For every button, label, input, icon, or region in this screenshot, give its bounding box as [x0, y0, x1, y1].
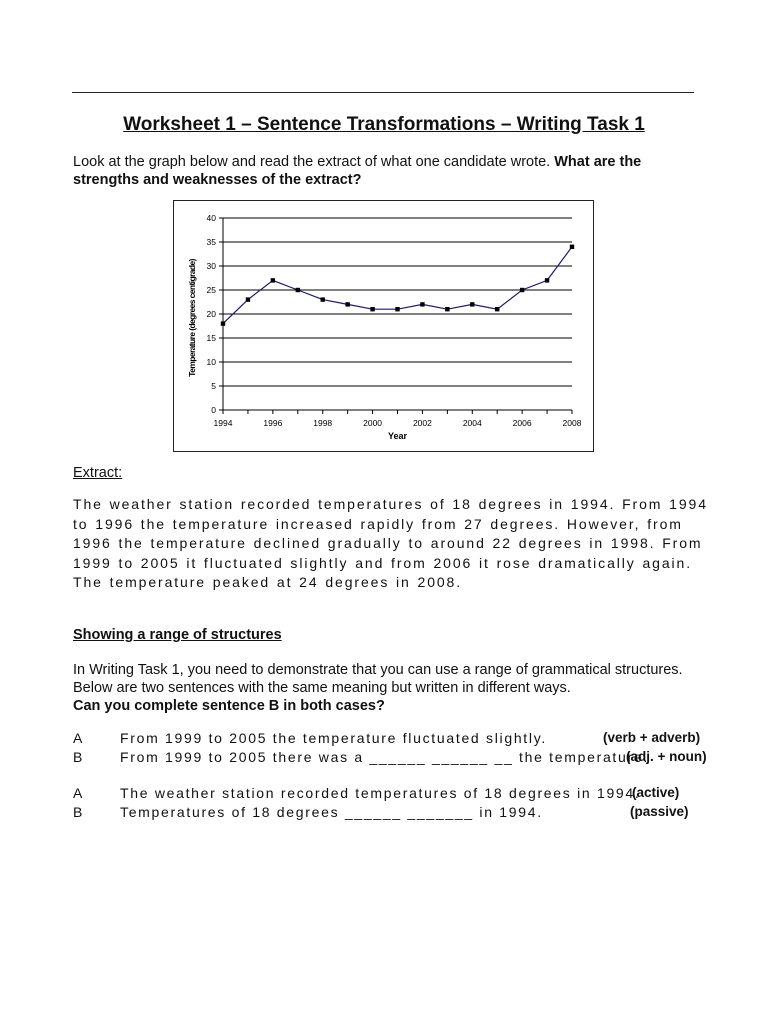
y-tick-label-35: 35 — [206, 237, 216, 247]
extract-label: Extract: — [73, 465, 123, 481]
pair-1-sentence-b — [73, 749, 723, 769]
data-point-1996 — [271, 278, 275, 282]
data-point-2000 — [370, 307, 374, 311]
pair-1-a-tag: (verb + adverb) — [603, 730, 701, 745]
data-point-1998 — [321, 297, 325, 301]
pair-2-b-tag: (passive) — [630, 804, 689, 819]
series-line — [223, 247, 572, 324]
data-point-2005 — [495, 307, 499, 311]
x-tick-label-1996: 1996 — [263, 418, 283, 428]
pair-2-sentence-b — [73, 804, 723, 824]
section-text: In Writing Task 1, you need to demonstrate that you can use a range of grammatical structures. Below are two sentences with the same meaning but written in different ways. — [73, 662, 683, 696]
intro-question: What are the strengths and weaknesses of the extract? — [73, 154, 642, 188]
y-axis-label: Temperature (degrees centigrade) — [187, 259, 197, 377]
data-point-2006 — [520, 288, 524, 292]
y-tick-label-0: 0 — [211, 405, 216, 415]
section-heading: Showing a range of structures — [73, 627, 282, 643]
intro-paragraph — [73, 153, 703, 189]
x-tick-label-1994: 1994 — [213, 418, 233, 428]
pair-1-a-letter: A — [73, 730, 83, 746]
intro-text: Look at the graph below and read the extract of what one candidate wrote. — [73, 154, 555, 170]
x-tick-label-2006: 2006 — [512, 418, 532, 428]
x-tick-label-2000: 2000 — [363, 418, 383, 428]
data-point-2002 — [420, 302, 424, 306]
y-tick-label-20: 20 — [206, 309, 216, 319]
y-tick-label-25: 25 — [206, 285, 216, 295]
x-tick-label-1998: 1998 — [313, 418, 333, 428]
chart-svg — [174, 201, 593, 451]
pair-1-a-text: From 1999 to 2005 the temperature fluctuated slightly. — [120, 730, 547, 746]
data-point-1999 — [345, 302, 349, 306]
pair-2-a-tag: (active) — [632, 785, 680, 800]
y-tick-label-30: 30 — [206, 261, 216, 271]
pair-1-b-letter: B — [73, 749, 83, 765]
x-tick-label-2002: 2002 — [412, 418, 432, 428]
extract-text: The weather station recorded temperatures of 18 degrees in 1994. From 1994 to 1996 the temperature increased rapidly from 27 degrees. However, from 1996 the temperature declined gradually to around 22 degrees in 1998. From 1999 to 2005 it fluctuated slightly and from 2006 it rose dramatically again. The temperature peaked at 24 degrees in 2008. — [73, 496, 708, 590]
pair-2-sentence-a — [73, 785, 723, 805]
data-point-2008 — [570, 245, 574, 249]
data-point-1994 — [221, 321, 225, 325]
data-point-2003 — [445, 307, 449, 311]
y-tick-label-10: 10 — [206, 357, 216, 367]
x-tick-label-2008: 2008 — [562, 418, 582, 428]
pair-2-a-letter: A — [73, 785, 83, 801]
data-point-2004 — [470, 302, 474, 306]
y-tick-label-40: 40 — [206, 213, 216, 223]
pair-2-b-letter: B — [73, 804, 83, 820]
data-point-1997 — [296, 288, 300, 292]
pair-1-b-tag: (adj. + noun) — [626, 749, 707, 764]
data-point-1995 — [246, 297, 250, 301]
data-point-2001 — [395, 307, 399, 311]
x-axis-label: Year — [387, 431, 408, 441]
temperature-chart — [173, 200, 594, 452]
section-question: Can you complete sentence B in both cases? — [73, 698, 385, 714]
pair-2-b-text: Temperatures of 18 degrees ______ _______ in 1994. — [120, 804, 543, 820]
worksheet-title: Worksheet 1 – Sentence Transformations – Writing Task 1 — [123, 114, 645, 135]
section-paragraph — [73, 661, 713, 715]
y-tick-label-15: 15 — [206, 333, 216, 343]
data-point-2007 — [545, 278, 549, 282]
pair-2-a-text: The weather station recorded temperatures of 18 degrees in 1994. — [120, 785, 641, 801]
top-rule — [72, 92, 694, 93]
pair-1-sentence-a — [73, 730, 723, 750]
y-tick-label-5: 5 — [211, 381, 216, 391]
x-tick-label-2004: 2004 — [462, 418, 482, 428]
pair-1-b-text: From 1999 to 2005 there was a ______ ______ __ the temperature. — [120, 749, 649, 765]
